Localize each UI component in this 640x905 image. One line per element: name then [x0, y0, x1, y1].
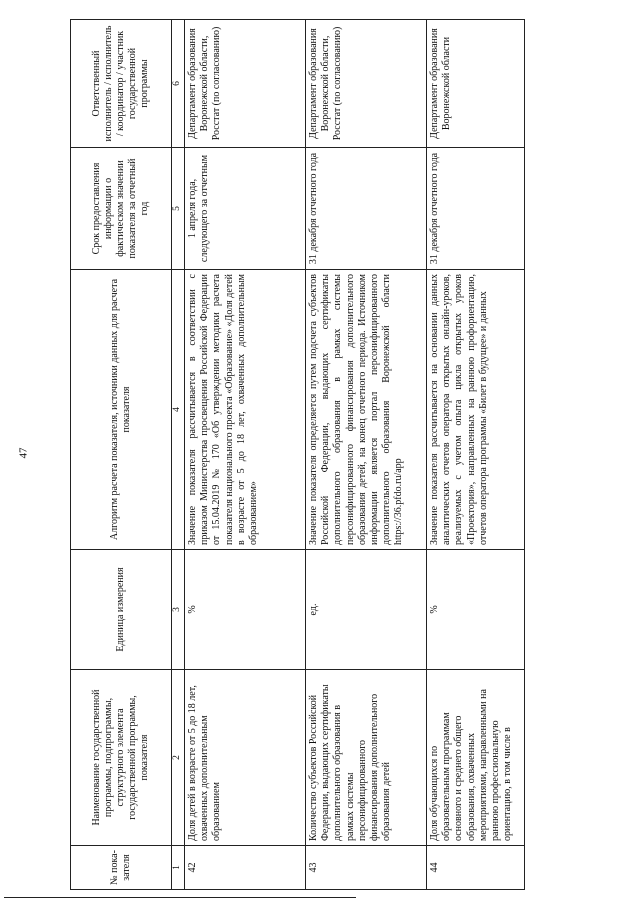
- column-number: 6: [172, 20, 185, 148]
- table-row: [427, 20, 525, 890]
- column-number: 1: [172, 846, 185, 890]
- table-header-row: [71, 20, 172, 890]
- table-row: [306, 20, 427, 890]
- table-row: [185, 20, 306, 890]
- row-indicator-name: Доля обучающихся по образовательным программам основного и среднего общего образования, охваченных мероприятиями, направленными на раннюю профессиональную ориентацию, в том числе в: [427, 670, 525, 846]
- row-unit: %: [185, 550, 306, 670]
- row-unit: %: [427, 550, 525, 670]
- row-unit: ед.: [306, 550, 427, 670]
- row-executor: Департамент образования Воронежской области, Росстат (по согласованию): [306, 20, 427, 148]
- indicators-table: [70, 19, 525, 890]
- row-number: 43: [306, 846, 427, 890]
- footer-divider: [4, 897, 356, 898]
- header-cell-algorithm: Алгоритм расчета показателя, источники данных для расчета показателя: [71, 270, 172, 550]
- row-deadline: 31 декабря отчетного года: [306, 148, 427, 270]
- row-deadline: 1 апреля года, следующего за отчетным: [185, 148, 306, 270]
- row-deadline: 31 декабря отчетного года: [427, 148, 525, 270]
- row-executor: Департамент образования Воронежской области, Росстат (по согласованию): [185, 20, 306, 148]
- page-number-text: 47: [17, 447, 30, 458]
- column-number: 5: [172, 148, 185, 270]
- header-cell-unit: Единица измерения: [71, 550, 172, 670]
- row-algorithm: Значение показателя рассчитывается в соответствии с приказом Министерства просвещения Российской Федерации от 15.04.2019 № 170 «Об утверждении методики расчета показателя национального проекта «Образование» «Доля детей в возрасте от 5 до 18 лет, охваченных дополнительным образованием»: [185, 270, 306, 550]
- column-number: 3: [172, 550, 185, 670]
- row-algorithm: Значение показателя рассчитывается на основании данных аналитических отчетов оператора открытых онлайн-уроков, реализуемых с учетом опыта цикла открытых уроков «Проектория», направленных на раннюю профориентацию, отчетов оператора программы «Билет в будущее» и данных: [427, 270, 525, 550]
- page-number: [16, 0, 31, 905]
- row-algorithm: Значение показателя определяется путем подсчета субъектов Российской Федерации, выдающих сертификаты дополнительного образования в рамках системы персонифицированного финансирования дополнительного образования детей, на конец отчетного периода. Источником информации является портал персонифицированного дополнительного образования Воронежской области https://36.pfdo.ru/app: [306, 270, 427, 550]
- row-indicator-name: Доля детей в возрасте от 5 до 18 лет, охваченных дополнительным образованием: [185, 670, 306, 846]
- header-cell-deadline: Срок предоставления информации о фактическом значении показателя за отчетный год: [71, 148, 172, 270]
- header-cell-name: Наименование государственной программы, подпрограммы, структурного элемента государственной программы, показателя: [71, 670, 172, 846]
- rotated-table-sheet: [70, 20, 630, 890]
- row-indicator-name: Количество субъектов Российской Федерации, выдающих сертификаты дополнительного образования в рамках системы персонифицированного финансирования дополнительного образования детей: [306, 670, 427, 846]
- row-number: 44: [427, 846, 525, 890]
- row-number: 42: [185, 846, 306, 890]
- row-executor: Департамент образования Воронежской области: [427, 20, 525, 148]
- column-number: 4: [172, 270, 185, 550]
- header-cell-number: № пока-зателя: [71, 846, 172, 890]
- header-cell-executor: Ответственный исполнитель / исполнитель / координатор / участник государственной программы: [71, 20, 172, 148]
- column-number-row: [172, 20, 185, 890]
- column-number: 2: [172, 670, 185, 846]
